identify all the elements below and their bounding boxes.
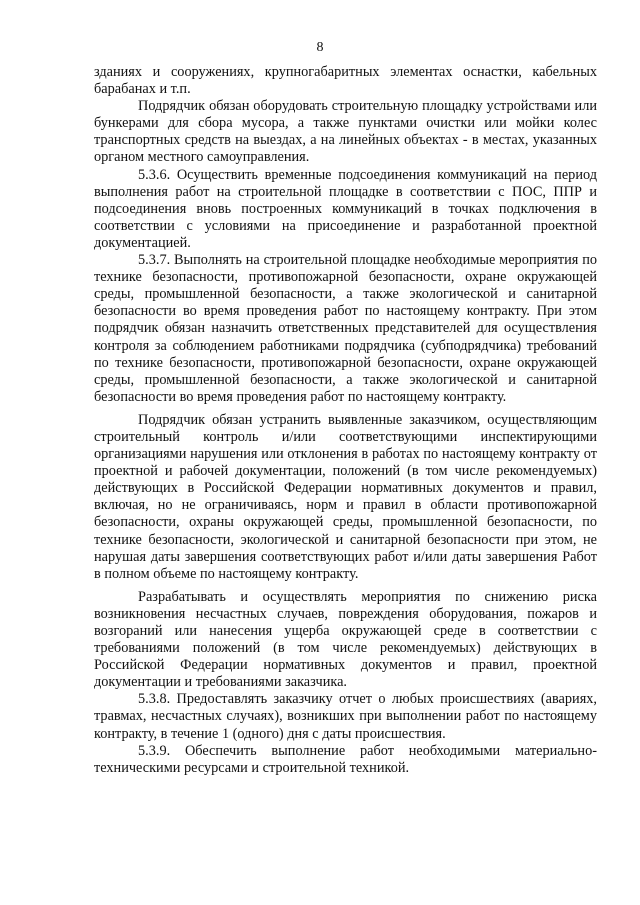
paragraph-site-equipment: Подрядчик обязан оборудовать строительную площадку устройствами или бункерами для сбора мусора, а также пунктами очистки или мойки колес транспортных средств на выездах, а на линейных объектах - в местах, указанных органом местного самоуправления. (94, 98, 597, 166)
document-body (94, 64, 597, 777)
paragraph-5-3-7: 5.3.7. Выполнять на строительной площадке необходимые мероприятия по технике безопасности, противопожарной безопасности, охране окружающей среды, промышленной безопасности, а также экологической и санитарной безопасности во время проведения работ по настоящему контракту. При этом подрядчик обязан назначить ответственных представителей для осуществления контроля за соблюдением работниками подрядчика (субподрядчика) требований по технике безопасности, противопожарной безопасности, охране окружающей среды, промышленной безопасности, а также экологической и санитарной безопасности во время проведения работ по настоящему контракту. (94, 252, 597, 405)
paragraph-risk-measures: Разрабатывать и осуществлять мероприятия по снижению риска возникновения несчастных случаев, повреждения оборудования, пожаров и возгораний или нанесения ущерба окружающей среде в соответствии с требованиями положений (в том числе рекомендуемых) действующих в Российской Федерации нормативных документов и правил, проектной документации и требованиями заказчика. (94, 588, 597, 691)
page-number: 8 (316, 40, 324, 55)
paragraph-5-3-6: 5.3.6. Осуществить временные подсоединения коммуникаций на период выполнения работ на строительной площадке в соответствии с ПОС, ППР и подсоединения вновь построенных коммуникаций в точках подключения в соответствии с условиями на присоединение и разработанной проектной документацией. (94, 166, 597, 251)
paragraph-contractor-obliged: Подрядчик обязан устранить выявленные заказчиком, осуществляющим строительный контроль и/или соответствующими инспектирующими организациями нарушения или отклонения в работах по настоящему контракту от проектной и рабочей документации, положений (в том числе рекомендуемых) действующих в Российской Федерации нормативных документов и правил, включая, но не ограничиваясь, норм и правил в области противопожарной безопасности, охраны окружающей среды, промышленной безопасности, по технике безопасности, экологической и санитарной безопасности при этом, не нарушая даты завершения соответствующих работ и/или даты завершения Работ в полном объеме по настоящему контракту. (94, 411, 597, 582)
paragraph-5-3-8: 5.3.8. Предоставлять заказчику отчет о любых происшествиях (авариях, травмах, несчастных случаях), возникших при выполнении работ по настоящему контракту, в течение 1 (одного) дня с даты происшествия. (94, 691, 597, 742)
paragraph-continuation: зданиях и сооружениях, крупногабаритных элементах оснастки, кабельных барабанах и т.п. (94, 64, 597, 98)
paragraph-5-3-9: 5.3.9. Обеспечить выполнение работ необходимыми материально-техническими ресурсами и строительной техникой. (94, 742, 597, 776)
